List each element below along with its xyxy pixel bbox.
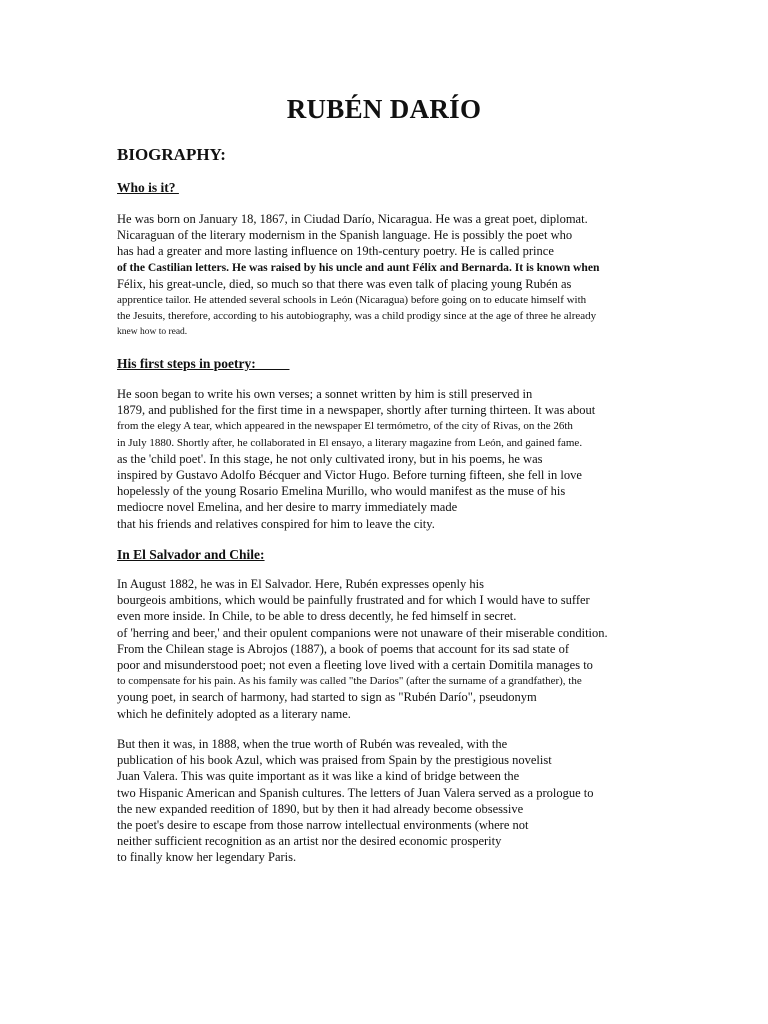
text-line: as the 'child poet'. In this stage, he not only cultivated irony, but in his poems, he was (117, 451, 543, 466)
page-title: RUBÉN DARÍO (286, 94, 482, 124)
text-line: to compensate for his pain. As his family was called "the Daríos" (after the surname of a grandfather), the (117, 675, 582, 688)
text-line: Félix, his great-uncle, died, so much so that there was even talk of placing young Rubén as (117, 276, 572, 291)
text-line: the new expanded reedition of 1890, but by then it had already become obsessive (117, 801, 524, 816)
section-azul-paragraph (117, 736, 594, 866)
text-line: that his friends and relatives conspired for him to leave the city. (117, 516, 435, 531)
text-line: knew how to read. (117, 327, 188, 338)
text-line: poor and misunderstood poet; not even a fleeting love lived with a certain Domitila manages to (117, 658, 593, 673)
text-line: From the Chilean stage is Abrojos (1887), a book of poems that account for its sad state of (117, 641, 569, 656)
text-line: the poet's desire to escape from those narrow intellectual environments (where not (117, 818, 529, 833)
text-line: two Hispanic American and Spanish cultures. The letters of Juan Valera served as a prologue to (117, 785, 594, 800)
text-line: young poet, in search of harmony, had started to sign as "Rubén Darío", pseudonym (117, 690, 537, 705)
section-heading-first-steps: His first steps in poetry: (117, 356, 290, 371)
text-line: Nicaraguan of the literary modernism in the Spanish language. He is possibly the poet who (117, 228, 573, 243)
text-line: in July 1880. Shortly after, he collaborated in El ensayo, a literary magazine from León, and gained fame. (117, 436, 583, 449)
text-line: Juan Valera. This was quite important as it was like a kind of bridge between the (117, 769, 520, 784)
text-line: to finally know her legendary Paris. (117, 850, 297, 865)
text-line: 1879, and published for the first time in a newspaper, shortly after turning thirteen. It was about (117, 403, 596, 418)
section-who-paragraph (117, 211, 599, 341)
text-line: of 'herring and beer,' and their opulent companions were not unaware of their miserable condition. (117, 625, 608, 640)
text-line: of the Castilian letters. He was raised by his uncle and aunt Félix and Bernarda. It is known when (117, 260, 600, 274)
text-line: He soon began to write his own verses; a sonnet written by him is still preserved in (117, 387, 533, 401)
text-line: hopelessly of the young Rosario Emelina Murillo, who would manifest as the muse of his (117, 484, 566, 499)
section-first-steps-paragraph (117, 386, 595, 532)
text-line: But then it was, in 1888, when the true worth of Rubén was revealed, with the (117, 737, 508, 751)
text-line: bourgeois ambitions, which would be painfully frustrated and for which I would have to suffer (117, 593, 590, 608)
text-line: inspired by Gustavo Adolfo Bécquer and Victor Hugo. Before turning fifteen, she fell in love (117, 468, 582, 483)
biography-heading: BIOGRAPHY: (117, 145, 226, 164)
text-line: apprentice tailor. He attended several schools in León (Nicaragua) before going on to educate himself with (117, 294, 587, 307)
text-line: has had a greater and more lasting influence on 19th-century poetry. He is called prince (117, 244, 554, 259)
section-heading-el-salvador-chile: In El Salvador and Chile: (117, 547, 265, 562)
section-heading-who: Who is it? (117, 180, 179, 195)
text-line: the Jesuits, therefore, according to his autobiography, was a child prodigy since at the age of three he already (117, 310, 597, 323)
text-line: In August 1882, he was in El Salvador. Here, Rubén expresses openly his (117, 577, 484, 591)
text-line: He was born on January 18, 1867, in Ciudad Darío, Nicaragua. He was a great poet, diplomat. (117, 212, 588, 226)
text-line: from the elegy A tear, which appeared in the newspaper El termómetro, of the city of Rivas, on the 26th (117, 420, 573, 433)
text-line: even more inside. In Chile, to be able to dress decently, he fed himself in secret. (117, 609, 517, 624)
text-line: neither sufficient recognition as an artist nor the desired economic prosperity (117, 834, 502, 849)
text-line: mediocre novel Emelina, and her desire to marry immediately made (117, 500, 458, 515)
section-el-salvador-paragraph (117, 576, 608, 722)
text-line: publication of his book Azul, which was praised from Spain by the prestigious novelist (117, 753, 552, 768)
text-line: which he definitely adopted as a literary name. (117, 706, 351, 721)
